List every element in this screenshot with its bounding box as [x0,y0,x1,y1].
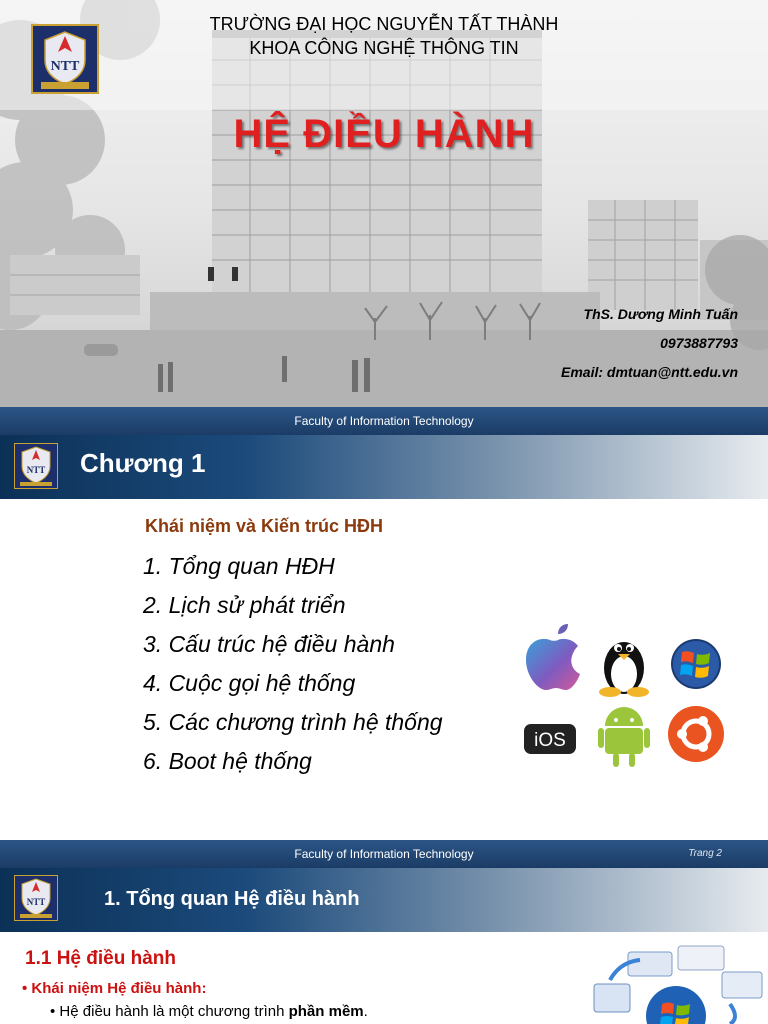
university-name: TRƯỜNG ĐẠI HỌC NGUYỄN TẤT THÀNH [209,14,559,34]
toc-item: 1. Tổng quan HĐH [143,553,335,579]
page-number: Trang 2 [688,848,722,859]
svg-text:NTT: NTT [26,897,46,907]
ntt-logo-small-icon [14,875,58,921]
author-email: Email: dmtuan@ntt.edu.vn [561,364,738,380]
faculty-bar [0,840,768,868]
ios-icon [524,724,576,754]
faculty-bar-label: Faculty of Information Technology [294,847,474,861]
author-phone: 0973887793 [660,335,738,351]
definition-bold: phần mềm [288,1003,364,1020]
toc-item: 2. Lịch sử phát triển [143,592,346,618]
ntt-logo-small-icon [14,443,58,489]
apple-icon [526,624,580,690]
subsection-title: 1.1 Hệ điều hành [25,948,176,969]
course-title: HỆ ĐIỀU HÀNH [233,112,535,156]
toc-item: 3. Cấu trúc hệ điều hành [143,631,395,657]
toc-item: 4. Cuộc gọi hệ thống [143,670,356,696]
title-slide [0,0,768,407]
svg-text:iOS: iOS [534,730,566,751]
ubuntu-icon [668,706,724,762]
windows-versions-illustration [580,944,768,1024]
svg-text:NTT: NTT [50,59,80,74]
toc-list [143,550,443,784]
windows-icon [671,639,721,689]
android-icon [598,707,650,767]
chapter-title: Chương 1 [80,448,206,478]
concept-bullet-label: Khái niệm Hệ điều hành: [31,980,207,997]
svg-text:NTT: NTT [26,465,46,475]
toc-item: 5. Các chương trình hệ thống [143,709,443,735]
author-name: ThS. Dương Minh Tuấn [583,306,738,322]
faculty-bar [0,407,768,435]
linux-tux-icon [599,642,649,697]
os-logos-panel [512,620,740,772]
section-title: 1. Tổng quan Hệ điều hành [104,888,360,910]
concept-bullet: • Khái niệm Hệ điều hành: [22,980,207,997]
toc-item: 6. Boot hệ thống [143,748,312,774]
definition-bullet: • Hệ điều hành là một chương trình phần mềm. [50,1003,368,1020]
chapter-subtitle: Khái niệm và Kiến trúc HĐH [145,516,384,536]
faculty-bar-label: Faculty of Information Technology [294,414,474,428]
campus-building-sketch [0,0,768,407]
faculty-name: KHOA CÔNG NGHỆ THÔNG TIN [249,38,519,58]
